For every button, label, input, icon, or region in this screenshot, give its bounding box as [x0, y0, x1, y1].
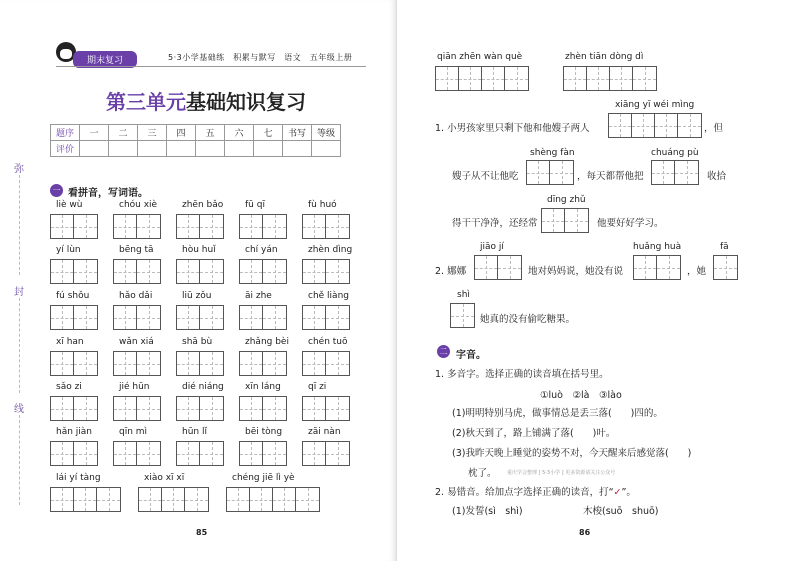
writing-grid[interactable] [239, 396, 287, 421]
writing-cell[interactable] [74, 260, 97, 283]
question-item[interactable]: (1)发誓(sì shì) [452, 506, 523, 517]
pinyin-label: fú shǒu [56, 291, 90, 301]
sentence-text: 她真的没有偷吃糖果。 [480, 314, 576, 325]
sentence-text: 2. 娜娜 [435, 266, 467, 277]
writing-cell[interactable] [137, 397, 160, 420]
score-cell[interactable] [109, 141, 138, 157]
writing-grid[interactable] [526, 160, 574, 185]
pinyin-label: chě liàng [308, 291, 349, 301]
score-cell: 二 [109, 125, 138, 141]
pinyin-label: bēng tā [119, 245, 154, 255]
writing-grid[interactable] [302, 214, 350, 239]
writing-grid[interactable] [176, 305, 224, 330]
writing-cell[interactable] [240, 397, 263, 420]
sentence-text: 得干干净净，还经常 [452, 218, 538, 229]
sentence-text: 嫂子从不让他吃 [452, 171, 519, 182]
writing-cell[interactable] [137, 306, 160, 329]
writing-cell[interactable] [200, 215, 223, 238]
question-item: 枕了。 [468, 468, 497, 479]
score-cell: 题序 [51, 125, 80, 141]
question-item[interactable]: (3)我昨天晚上睡觉的姿势不对，今天醒来后感觉落( ) [452, 448, 692, 459]
score-table [50, 124, 341, 157]
writing-grid[interactable] [226, 487, 320, 512]
pinyin-label: shā bù [182, 337, 213, 347]
writing-cell[interactable] [137, 215, 160, 238]
score-cell[interactable] [312, 141, 341, 157]
writing-cell[interactable] [240, 306, 263, 329]
writing-grid[interactable] [302, 259, 350, 284]
score-cell[interactable] [283, 141, 312, 157]
writing-grid[interactable] [176, 214, 224, 239]
sentence-text: 收拾 [707, 171, 727, 182]
writing-grid[interactable] [176, 259, 224, 284]
pinyin-label: fū qī [245, 200, 265, 210]
writing-grid[interactable] [176, 441, 224, 466]
writing-grid[interactable] [541, 208, 589, 233]
pinyin-label: zhēn bǎo [182, 200, 224, 210]
writing-cell[interactable] [263, 260, 286, 283]
title-topic: 基础知识复习 [186, 90, 306, 114]
writing-cell[interactable] [326, 306, 349, 329]
pinyin-label: shèng fàn [530, 148, 575, 158]
writing-cell[interactable] [263, 397, 286, 420]
score-cell[interactable] [80, 141, 109, 157]
section-title: 看拼音，写词语。 [68, 188, 148, 199]
page-title [106, 86, 306, 115]
writing-grid[interactable] [450, 303, 475, 328]
section-number-badge: 二 [437, 345, 450, 358]
writing-cell[interactable] [74, 215, 97, 238]
question-item[interactable]: (2)秋天到了，路上铺满了落( )叶。 [452, 428, 616, 439]
score-cell: 等级 [312, 125, 341, 141]
score-cell: 五 [196, 125, 225, 141]
writing-cell[interactable] [177, 397, 200, 420]
writing-cell[interactable] [240, 352, 263, 375]
review-badge: 期末复习 [73, 51, 137, 68]
writing-grid[interactable] [239, 351, 287, 376]
title-unit: 第三单元 [106, 90, 186, 114]
writing-cell[interactable] [51, 488, 74, 511]
pinyin-label: fā [720, 242, 729, 252]
writing-cell[interactable] [74, 306, 97, 329]
pinyin-label: shì [457, 290, 470, 300]
writing-cell[interactable] [240, 215, 263, 238]
pinyin-label: huǎng huà [633, 242, 682, 252]
pinyin-label: sǎo zi [56, 382, 82, 392]
pinyin-label: jiāo jí [480, 242, 504, 252]
writing-cell[interactable] [303, 397, 326, 420]
seal-line [19, 298, 20, 393]
writing-cell[interactable] [51, 215, 74, 238]
publisher-note: 重庆学会整理 [ 5·3小学 ] 更多资源请关注公众号 [507, 470, 616, 476]
writing-grid[interactable] [563, 66, 657, 91]
score-cell[interactable] [196, 141, 225, 157]
writing-cell[interactable] [185, 488, 208, 511]
pinyin-label: yí lùn [56, 245, 81, 255]
writing-grid[interactable] [50, 441, 98, 466]
writing-grid[interactable] [50, 214, 98, 239]
header-divider [56, 66, 366, 67]
writing-cell[interactable] [177, 260, 200, 283]
pinyin-label: zhèn dìng [308, 245, 353, 255]
question-item[interactable]: 木梭(suō shuō) [583, 506, 659, 517]
pinyin-label: chén tuō [308, 337, 348, 347]
score-cell: 三 [138, 125, 167, 141]
writing-cell[interactable] [74, 442, 97, 465]
writing-grid[interactable] [239, 259, 287, 284]
writing-cell[interactable] [303, 306, 326, 329]
writing-grid[interactable] [113, 441, 161, 466]
score-cell[interactable] [138, 141, 167, 157]
score-header-row [51, 125, 341, 141]
pinyin-label: hǎo dǎi [119, 291, 153, 301]
pinyin-label: bēi tòng [245, 427, 283, 437]
writing-grid[interactable] [50, 487, 121, 512]
page-number: 85 [196, 528, 208, 537]
writing-cell[interactable] [51, 352, 74, 375]
score-cell[interactable] [225, 141, 254, 157]
pinyin-label: liū zǒu [182, 291, 212, 301]
pinyin-label: dié niáng [182, 382, 224, 392]
seal-mark: 线 [14, 404, 24, 415]
section-title: 字音。 [456, 350, 486, 361]
question-item[interactable]: (1)明明特别马虎，做事情总是丢三落( )四的。 [452, 408, 663, 419]
writing-cell[interactable] [200, 306, 223, 329]
question-text-main: 2. 易错音。给加点字选择正确的读音，打“ [435, 487, 614, 498]
score-cell: 四 [167, 125, 196, 141]
pinyin-label: dīng zhǔ [547, 195, 586, 205]
pinyin-label: jié hūn [119, 382, 150, 392]
pinyin-label: qiān zhēn wàn què [437, 52, 523, 62]
writing-cell[interactable] [74, 352, 97, 375]
writing-grid[interactable] [713, 255, 738, 280]
check-mark-icon: ✓ [613, 487, 622, 498]
writing-grid[interactable] [239, 441, 287, 466]
writing-grid[interactable] [302, 396, 350, 421]
writing-grid[interactable] [50, 351, 98, 376]
writing-grid[interactable] [138, 487, 209, 512]
writing-cell[interactable] [137, 260, 160, 283]
writing-grid[interactable] [651, 160, 699, 185]
score-cell: 书写 [283, 125, 312, 141]
score-cell[interactable] [254, 141, 283, 157]
writing-cell[interactable] [240, 442, 263, 465]
seal-line [19, 175, 20, 275]
page-number: 86 [579, 528, 591, 537]
writing-cell[interactable] [263, 352, 286, 375]
writing-cell[interactable] [250, 488, 273, 511]
writing-cell[interactable] [263, 215, 286, 238]
writing-cell[interactable] [273, 488, 296, 511]
writing-grid[interactable] [50, 305, 98, 330]
question-text: 1. 多音字。选择正确的读音填在括号里。 [435, 369, 609, 380]
writing-cell[interactable] [240, 260, 263, 283]
pinyin-label: xī han [56, 337, 84, 347]
writing-cell[interactable] [177, 352, 200, 375]
writing-cell[interactable] [303, 352, 326, 375]
pinyin-label: hǎn jiàn [56, 427, 93, 437]
writing-cell[interactable] [326, 442, 349, 465]
writing-cell[interactable] [74, 397, 97, 420]
writing-cell[interactable] [263, 306, 286, 329]
pinyin-label: wǎn xiá [119, 337, 154, 347]
writing-cell[interactable] [51, 442, 74, 465]
score-cell[interactable] [167, 141, 196, 157]
pinyin-label: chuáng pù [651, 148, 699, 158]
pinyin-label: qīn mì [119, 427, 148, 437]
pinyin-label: liè wù [56, 200, 83, 210]
writing-cell[interactable] [139, 488, 162, 511]
writing-cell[interactable] [200, 442, 223, 465]
right-page [397, 0, 793, 561]
sentence-text: ，每天都帮他把 [577, 171, 644, 182]
pinyin-label: zāi nàn [308, 427, 341, 437]
writing-cell[interactable] [200, 260, 223, 283]
writing-grid[interactable] [302, 441, 350, 466]
score-cell: 一 [80, 125, 109, 141]
writing-grid[interactable] [113, 305, 161, 330]
writing-cell[interactable] [97, 488, 120, 511]
sentence-text: 他要好好学习。 [597, 218, 664, 229]
seal-line [19, 415, 20, 505]
writing-cell[interactable] [114, 306, 137, 329]
writing-cell[interactable] [114, 215, 137, 238]
writing-grid[interactable] [608, 113, 702, 138]
reading-options: ①luò ②là ③lào [540, 390, 622, 401]
writing-grid[interactable] [176, 396, 224, 421]
writing-grid[interactable] [113, 396, 161, 421]
sentence-text: 1. 小男孩家里只剩下他和他嫂子两人 [435, 123, 590, 134]
pinyin-label: xīn láng [245, 382, 281, 392]
book-info: 5·3小学基础练 积累与默写 语文 五年级上册 [168, 53, 353, 62]
pinyin-label: fù huó [308, 200, 337, 210]
writing-cell[interactable] [303, 442, 326, 465]
score-cell: 七 [254, 125, 283, 141]
writing-cell[interactable] [137, 352, 160, 375]
question-text-end: ”。 [621, 487, 636, 498]
writing-grid[interactable] [50, 396, 98, 421]
writing-grid[interactable] [239, 214, 287, 239]
writing-cell[interactable] [74, 488, 97, 511]
writing-grid[interactable] [176, 351, 224, 376]
writing-cell[interactable] [326, 397, 349, 420]
writing-grid[interactable] [435, 66, 529, 91]
writing-cell[interactable] [51, 260, 74, 283]
pinyin-label: zhèn tiān dòng dì [565, 52, 644, 62]
pinyin-label: chéng jiē lì yè [232, 473, 295, 483]
question-text [435, 484, 636, 498]
score-cell: 评价 [51, 141, 80, 157]
writing-cell[interactable] [296, 488, 319, 511]
seal-mark: 弥 [14, 164, 24, 175]
pinyin-label: hòu huǐ [182, 245, 216, 255]
pinyin-label: qī zi [308, 382, 327, 392]
writing-grid[interactable] [302, 351, 350, 376]
writing-cell[interactable] [177, 306, 200, 329]
writing-cell[interactable] [177, 442, 200, 465]
writing-cell[interactable] [263, 442, 286, 465]
pinyin-label: hūn lǐ [182, 427, 207, 437]
pinyin-label: āi zhe [245, 291, 272, 301]
writing-grid[interactable] [239, 305, 287, 330]
writing-cell[interactable] [303, 215, 326, 238]
writing-cell[interactable] [326, 215, 349, 238]
pinyin-label: xiào xī xī [144, 473, 185, 483]
section-number-badge: 一 [50, 184, 63, 197]
writing-cell[interactable] [114, 352, 137, 375]
sentence-text: 地对妈妈说，她没有说 [528, 266, 624, 277]
writing-grid[interactable] [113, 214, 161, 239]
sentence-text: ，但 [704, 123, 724, 134]
pinyin-label: lái yí tàng [56, 473, 101, 483]
writing-grid[interactable] [113, 351, 161, 376]
writing-grid[interactable] [113, 259, 161, 284]
writing-cell[interactable] [303, 260, 326, 283]
pinyin-label: chóu xiè [119, 200, 158, 210]
score-cell: 六 [225, 125, 254, 141]
pinyin-label: xiāng yī wéi mìng [615, 100, 695, 110]
writing-cell[interactable] [326, 260, 349, 283]
writing-cell[interactable] [200, 397, 223, 420]
writing-cell[interactable] [51, 306, 74, 329]
writing-cell[interactable] [114, 442, 137, 465]
writing-cell[interactable] [137, 442, 160, 465]
writing-cell[interactable] [200, 352, 223, 375]
pinyin-label: zhǎng bèi [245, 337, 289, 347]
pinyin-label: chí yán [245, 245, 278, 255]
writing-cell[interactable] [162, 488, 185, 511]
writing-grid[interactable] [50, 259, 98, 284]
writing-grid[interactable] [302, 305, 350, 330]
score-eval-row [51, 141, 341, 157]
seal-mark: 封 [14, 287, 24, 298]
writing-cell[interactable] [114, 397, 137, 420]
writing-grid[interactable] [474, 255, 522, 280]
sentence-text: ，她 [687, 266, 707, 277]
writing-cell[interactable] [227, 488, 250, 511]
writing-cell[interactable] [51, 397, 74, 420]
writing-cell[interactable] [326, 352, 349, 375]
writing-cell[interactable] [177, 215, 200, 238]
writing-cell[interactable] [114, 260, 137, 283]
writing-grid[interactable] [633, 255, 681, 280]
